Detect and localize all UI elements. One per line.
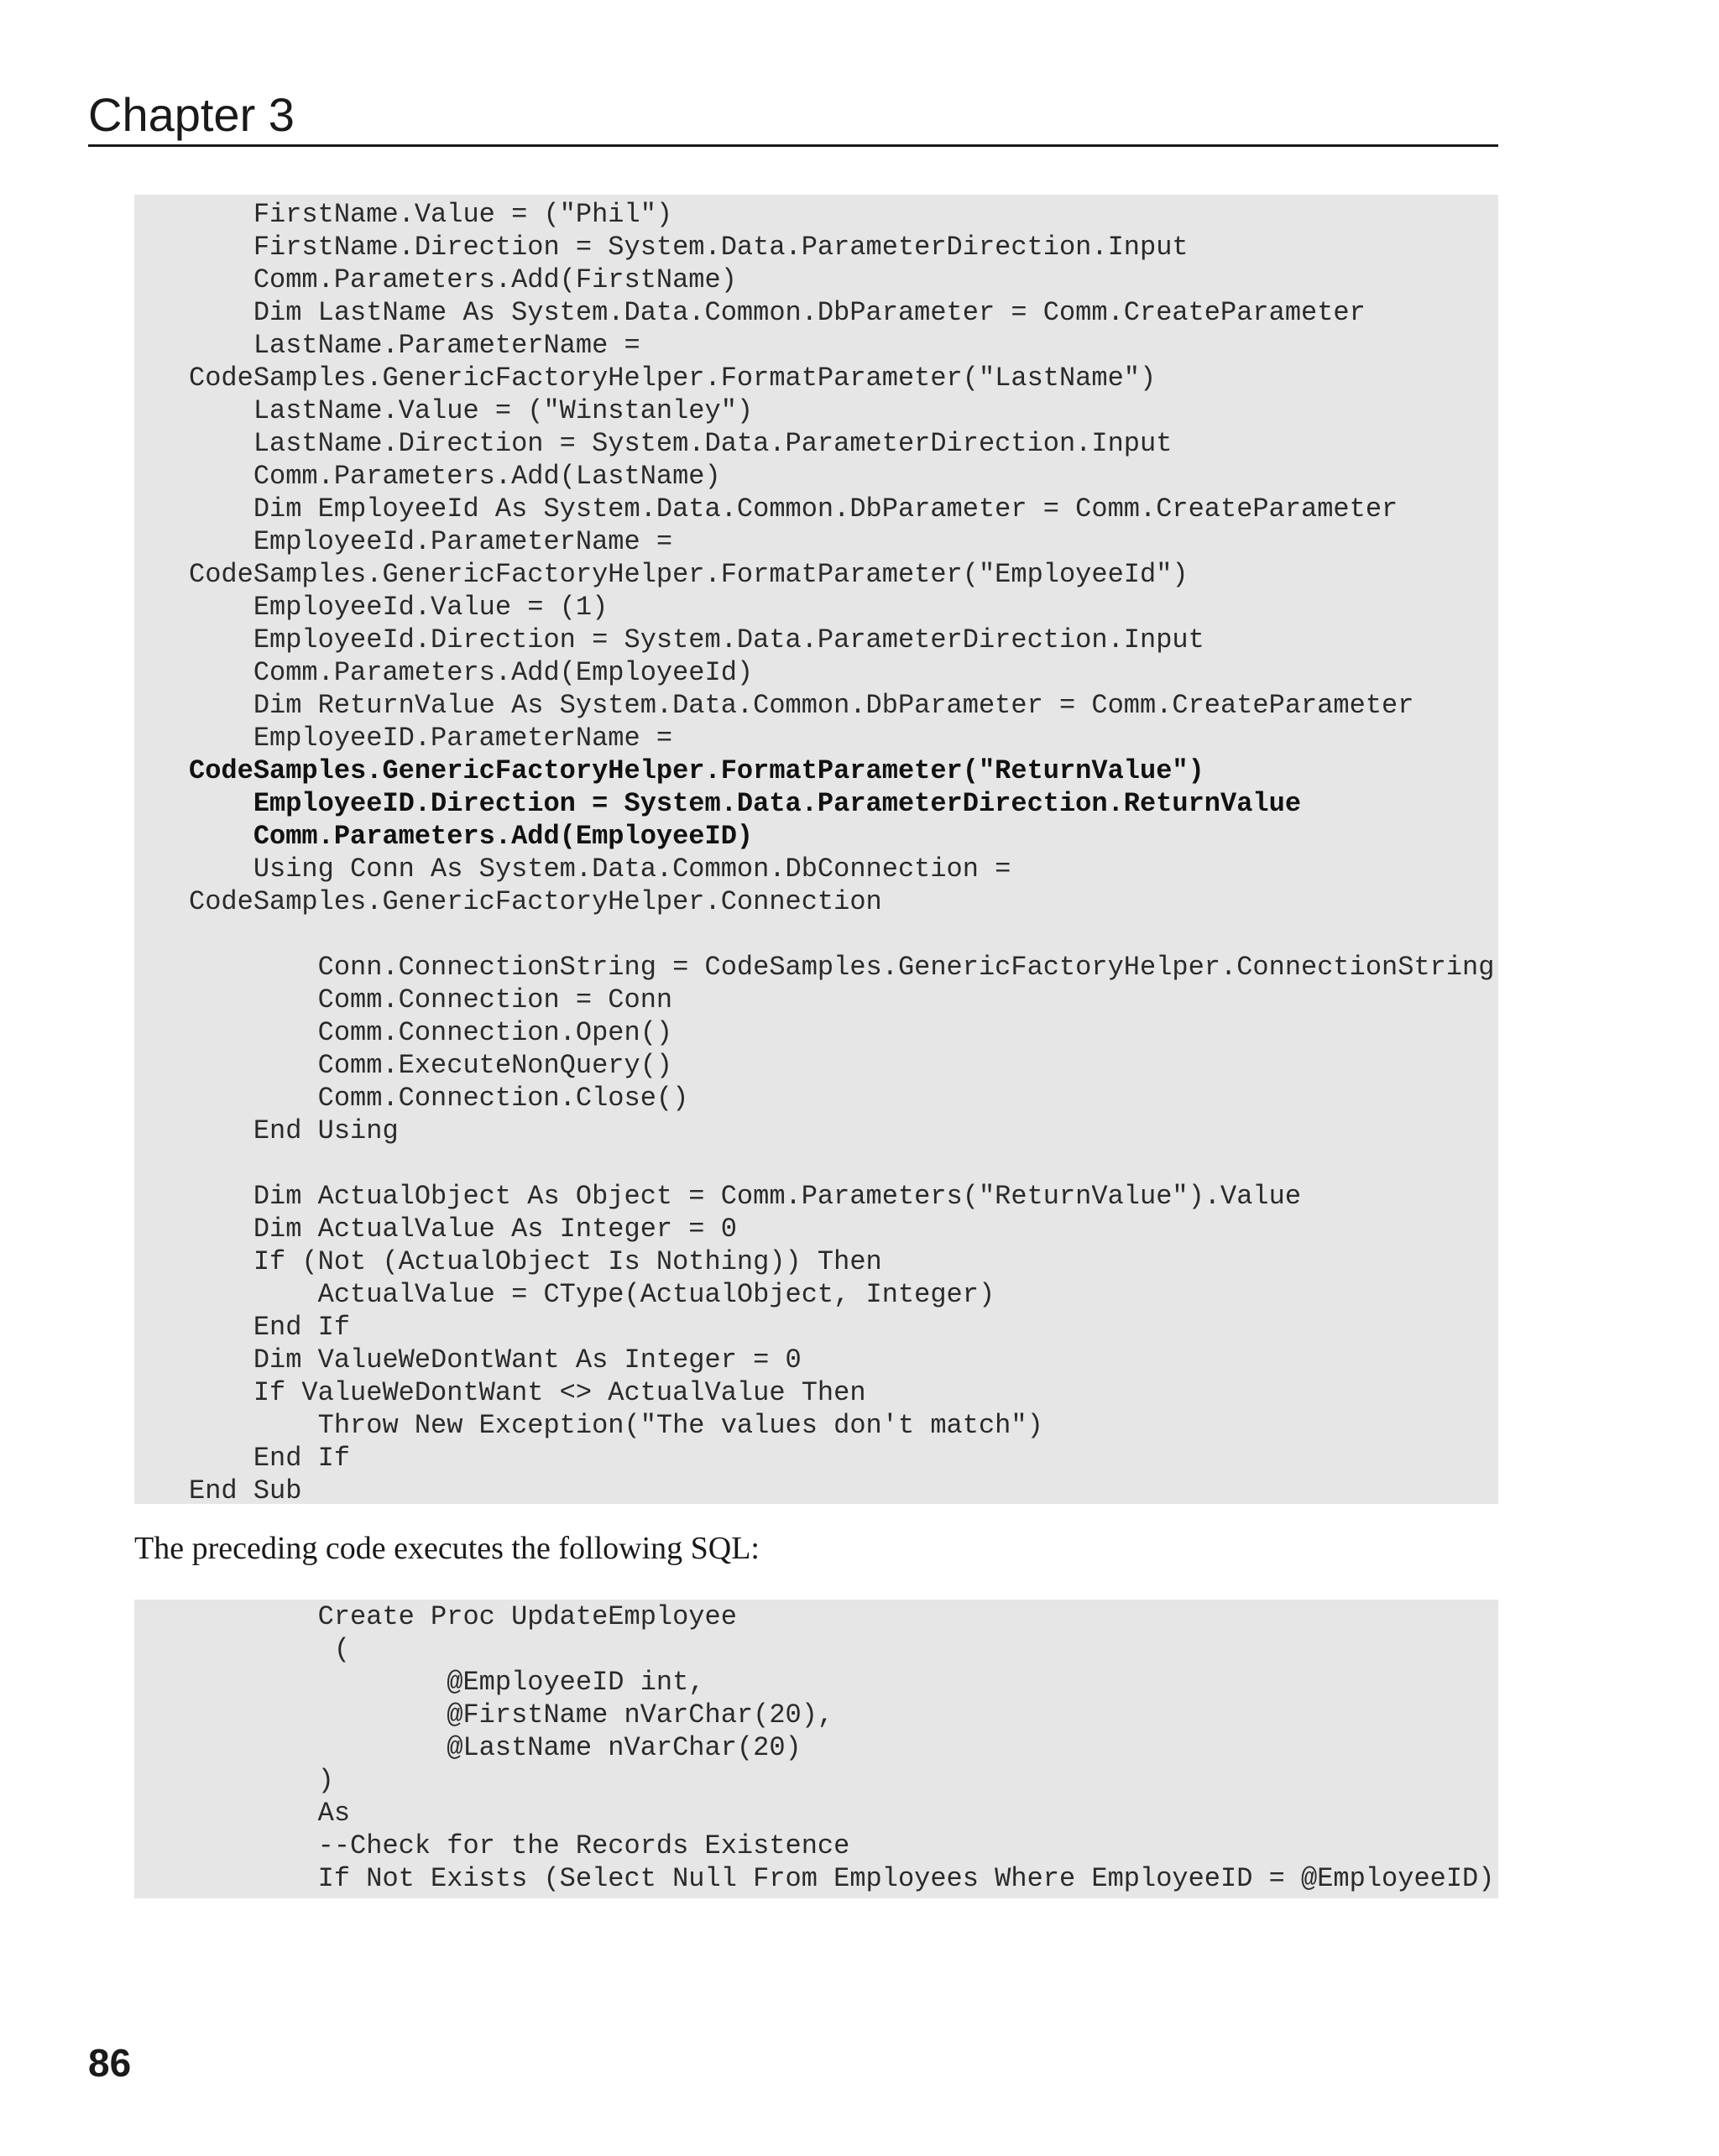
code-line: LastName.Value = ("Winstanley") — [189, 395, 754, 426]
code-line: Comm.Parameters.Add(EmployeeID) — [189, 821, 754, 852]
code-line: CodeSamples.GenericFactoryHelper.FormatParameter("EmployeeId") — [189, 559, 1189, 590]
code-line: As — [189, 1798, 351, 1829]
code-block-vb — [134, 195, 1498, 1504]
code-line: @LastName nVarChar(20) — [189, 1732, 802, 1763]
code-line: End Using — [189, 1115, 399, 1146]
code-line: ) — [189, 1765, 334, 1796]
code-line: --Check for the Records Existence — [189, 1830, 850, 1861]
code-line: Comm.ExecuteNonQuery() — [189, 1050, 673, 1081]
body-paragraph: The preceding code executes the following SQL: — [134, 1531, 760, 1566]
chapter-header — [88, 84, 1498, 147]
code-line: If Not Exists (Select Null From Employees Where EmployeeID = @EmployeeID) — [189, 1863, 1495, 1894]
code-line: Dim ValueWeDontWant As Integer = 0 — [189, 1344, 802, 1376]
code-line: If ValueWeDontWant <> ActualValue Then — [189, 1377, 866, 1408]
code-line: Comm.Parameters.Add(EmployeeId) — [189, 657, 754, 688]
code-line: EmployeeId.Direction = System.Data.ParameterDirection.Input — [189, 624, 1204, 655]
code-line: ( — [189, 1634, 351, 1665]
code-line: ActualValue = CType(ActualObject, Integer) — [189, 1279, 995, 1310]
code-line: CodeSamples.GenericFactoryHelper.FormatParameter("ReturnValue") — [189, 755, 1204, 786]
code-line: @FirstName nVarChar(20), — [189, 1699, 834, 1731]
code-line: If (Not (ActualObject Is Nothing)) Then — [189, 1246, 882, 1277]
code-line: End If — [189, 1312, 351, 1343]
code-line: EmployeeId.Value = (1) — [189, 592, 609, 623]
code-line: Dim EmployeeId As System.Data.Common.DbParameter = Comm.CreateParameter — [189, 493, 1398, 525]
code-line: End Sub — [189, 1475, 302, 1506]
code-line: @EmployeeID int, — [189, 1667, 705, 1698]
code-line: FirstName.Direction = System.Data.ParameterDirection.Input — [189, 232, 1189, 263]
code-line: Dim ActualValue As Integer = 0 — [189, 1214, 737, 1245]
page-number: 86 — [88, 2041, 132, 2085]
code-line: Comm.Connection.Close() — [189, 1083, 689, 1114]
code-line: Comm.Parameters.Add(FirstName) — [189, 264, 737, 295]
code-line: LastName.Direction = System.Data.ParameterDirection.Input — [189, 428, 1173, 459]
code-line: Create Proc UpdateEmployee — [189, 1601, 737, 1632]
code-line: CodeSamples.GenericFactoryHelper.Connection — [189, 886, 882, 917]
code-line: Dim ReturnValue As System.Data.Common.DbParameter = Comm.CreateParameter — [189, 690, 1414, 721]
code-line: Throw New Exception("The values don't match") — [189, 1410, 1043, 1441]
code-line: EmployeeID.ParameterName = — [189, 723, 673, 754]
code-line: LastName.ParameterName = — [189, 330, 640, 361]
code-line: Dim ActualObject As Object = Comm.Parameters("ReturnValue").Value — [189, 1181, 1302, 1212]
code-line: EmployeeId.ParameterName = — [189, 526, 673, 557]
code-block-sql — [134, 1600, 1498, 1898]
code-line: Comm.Connection.Open() — [189, 1017, 673, 1048]
chapter-title: Chapter 3 — [88, 88, 295, 141]
code-line: Conn.ConnectionString = CodeSamples.GenericFactoryHelper.ConnectionString — [189, 952, 1495, 983]
code-line: FirstName.Value = ("Phil") — [189, 199, 673, 230]
code-line: Comm.Parameters.Add(LastName) — [189, 461, 721, 492]
code-line: CodeSamples.GenericFactoryHelper.FormatParameter("LastName") — [189, 363, 1157, 394]
code-line: Using Conn As System.Data.Common.DbConnection = — [189, 854, 1011, 885]
code-line: Comm.Connection = Conn — [189, 984, 673, 1015]
code-line: End If — [189, 1443, 351, 1474]
code-line: EmployeeID.Direction = System.Data.ParameterDirection.ReturnValue — [189, 788, 1302, 819]
code-line: Dim LastName As System.Data.Common.DbParameter = Comm.CreateParameter — [189, 297, 1366, 328]
